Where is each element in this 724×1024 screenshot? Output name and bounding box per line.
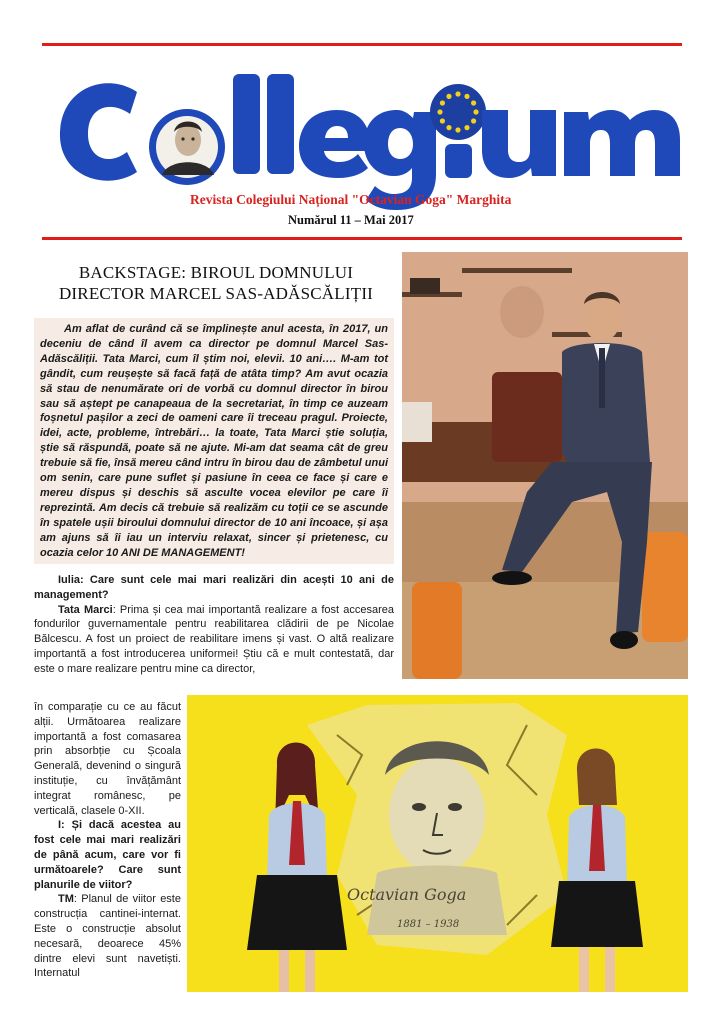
- masthead: [52, 52, 692, 212]
- answer-1-continued: în comparație cu ce au făcut alții. Următoarea realizare importantă a fost comasarea prin absorbție cu Școala Generală, devenind o singură instituție, cu învățământ integrat românesc, pe verticală, clasele 0-XII.: [34, 701, 181, 817]
- answer-1-text: : Prima și cea mai importantă realizare a fost accesarea fondurilor guvernamentale pentru reabilitarea clădirii de pe Nicolae Bălcescu. A fost un proiect de reabilitare imens și vast. O altă realizare importantă a fost introducerea uniformei! Știu că e mult contestată, dar este o mare realizare pentru mine ca director,: [34, 603, 395, 675]
- director-photo: [402, 252, 688, 679]
- answer-1-speaker: Tata Marci: [58, 603, 113, 616]
- article-title: [36, 262, 396, 304]
- magazine-subtitle: Revista Colegiului Național "Octavian Goga" Marghita: [190, 192, 512, 207]
- question-2: I: Și dacă acestea au fost cele mai mari realizări de până acum, care vor fi următoarele? Care sunt planurile de viitor?: [34, 819, 181, 891]
- article-title-line2: DIRECTOR MARCEL SAS-ADĂSCĂLIȚII: [58, 284, 374, 303]
- issue-number: Numărul 11 – Mai 2017: [288, 213, 414, 227]
- collegium-logo: [52, 52, 692, 212]
- answer-2-speaker: TM: [58, 893, 74, 906]
- answer-1: [34, 603, 394, 677]
- answer-2-text: : Planul de viitor este construcția cantinei-internat. Este o construcție absolut necesară, deoarece 45% dintre elevi sunt navetiști. Internatul: [34, 893, 181, 980]
- bottom-rule: [42, 237, 682, 240]
- article-intro: [34, 318, 394, 564]
- interview-column-top: [34, 573, 394, 677]
- mural-years: 1881 – 1938: [397, 919, 460, 930]
- question-1: Iulia: Care sunt cele mai mari realizări din acești 10 ani de management?: [34, 574, 394, 601]
- top-rule: [42, 43, 682, 46]
- interview-column-narrow: [34, 700, 181, 981]
- intro-text: Am aflat de curând că se împlinește anul acesta, în 2017, un deceniu de când îl avem ca director pe domnul Marcel Sas-Adăscăliții. Tata Marci, cum îl știm noi, elevii. 10 ani…. M-am tot gândit, cum reușește să facă față de atâta timp? Am avut ocazia să stau de nenumărate ori de vorbă cu domnul director în birou sau să aștept pe canapeaua de la secretariat, în timp ce auzeam foșnetul pașilor a zeci de oameni care îi treceau pragul. Proiecte, idei, acte, probleme, întrebări… la toate, Tata Marci știe soluția, știe să răspundă, poate să ne ajute. Mi-am dat seama cât de greu trebuie să fie, însă mereu când intru în birou dau de zâmbetul unui om senin, care pune suflet și pasiune în ceea ce face și care e mereu dispus și deschis să asculte vocea elevilor pe care îi reprezintă. Am decis că trebuie să realizăm cu toții ce se ascunde în spatele ușii biroului domnului director de 10 ani încoace, și așa am ajuns să îi iau un interviu relaxat, sincer și prietenesc, cu ocazia celor 10 ANI DE MANAGEMENT!: [40, 323, 388, 559]
- mural-signature: Octavian Goga: [347, 885, 467, 904]
- article-title-line1: BACKSTAGE: BIROUL DOMNULUI: [78, 263, 354, 282]
- students-photo: [187, 695, 688, 992]
- answer-2: [34, 892, 181, 981]
